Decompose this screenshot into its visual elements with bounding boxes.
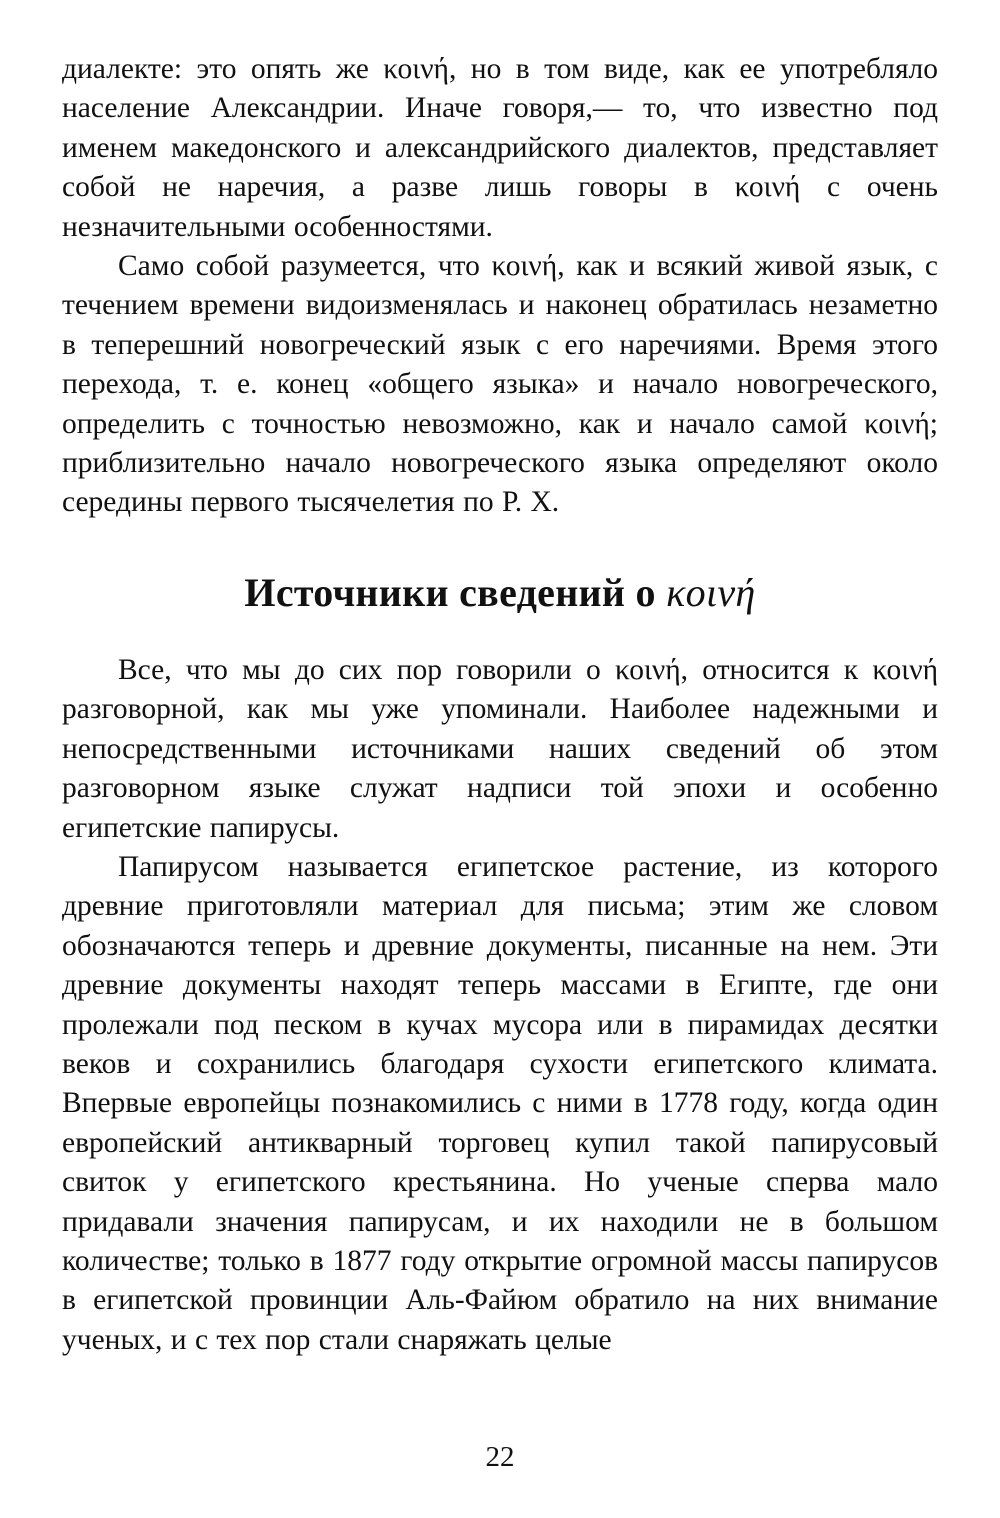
paragraph: Само собой разумеется, что κοινή, как и всякий живой язык, с течением времени видоизменялась и наконец обратилась незаметно в теперешний новогреческий язык с его наречиями. Время этого перехода, т. е. конец «общего языка» и начало новогреческого, определить с точностью невозможно, как и начало самой κοινή; приблизительно начало новогреческого языка определяют около середины первого тысячелетия по Р. Х. <box>62 250 938 519</box>
paragraph-continued: диалекте: это опять же κοινή, но в том виде, как ее употребляло население Александрии. Иначе говоря,— то, что известно под именем македонского и александрийского диалектов, представляет собой не наречия, а разве лишь говоры в κοινή с очень незначительными особенностями. <box>62 53 938 243</box>
page-number: 22 <box>485 1441 515 1473</box>
paragraph: Папирусом называется египетское растение, из которого древние приготовляли материал для письма; этим же словом обозначаются теперь и древние документы, писанные на нем. Эти древние документы находят теперь массами в Египте, где они пролежали под песком в кучах мусора или в пирамидах десятки веков и сохранились благодаря сухости египетского климата. Впервые европейцы познакомились с ними в 1778 году, когда один европейский антикварный торговец купил такой папирусовый свиток у египетского крестьянина. Но ученые сперва мало придавали значения папирусам, и их находили не в большом количестве; только в 1877 году открытие огромной массы папирусов в египетской провинции Аль-Файюм обратило на них внимание ученых, и с тех пор стали снаряжать целые <box>62 850 938 1356</box>
section-heading-text: Источники сведений о <box>244 569 656 615</box>
page-body <box>62 50 938 1360</box>
section-heading-greek: κοινή <box>666 569 756 615</box>
section-heading <box>62 569 938 617</box>
paragraph: Все, что мы до сих пор говорили о κοινή, относится к κοινή разговорной, как мы уже упоминали. Наиболее надежными и непосредственными источниками наших сведений об этом разговорном языке служат надписи той эпохи и особенно египетские папирусы. <box>62 653 938 844</box>
